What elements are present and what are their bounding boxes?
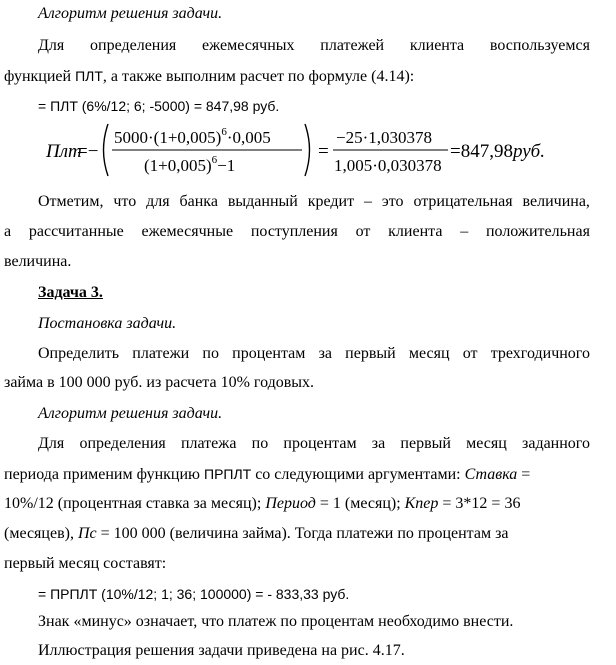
paragraph-line: первый месяц составят: xyxy=(4,555,167,572)
word: отрицательная xyxy=(413,193,513,210)
word: платежей xyxy=(320,37,385,54)
paragraph-line xyxy=(38,36,590,56)
formula-line: = ПЛТ (6%/12; 6; -5000) = 847,98 руб. xyxy=(38,98,280,114)
paragraph-line xyxy=(4,464,616,485)
word: Для xyxy=(38,435,65,452)
paragraph-line xyxy=(4,524,616,544)
paragraph-line: займа в 100 000 руб. из расчета 10% годовых. xyxy=(4,374,315,391)
word: величина, xyxy=(522,193,590,210)
equation xyxy=(0,118,616,182)
word: платежа xyxy=(180,435,237,452)
word: процентам xyxy=(283,435,357,452)
task-title: Задача 3. xyxy=(38,284,103,301)
frac1-numerator: $5000\cdot(1+0,005)^6\cdot 0,005$ xyxy=(114,126,271,147)
text-span: функцией xyxy=(4,68,76,85)
word: месяц xyxy=(408,345,450,362)
text-span: со следующими аргументами: xyxy=(251,466,465,483)
paragraph-line: Иллюстрация решения задачи приведена на рис. 4.17. xyxy=(38,642,405,659)
word: поступления xyxy=(250,223,338,240)
setup-heading: Постановка задачи. xyxy=(38,315,177,332)
word: платежи xyxy=(132,345,190,362)
algorithm-heading: Алгоритм решения задачи. xyxy=(38,5,223,22)
word: кредит xyxy=(307,193,355,210)
word: по xyxy=(251,435,269,452)
left-paren xyxy=(104,124,109,176)
text-span: (месяцев), xyxy=(4,525,78,542)
text-span: = 1 (месяц); xyxy=(315,495,405,512)
word: это xyxy=(381,193,404,210)
text-span: периода применим функцию xyxy=(4,466,204,483)
word: за xyxy=(318,345,332,362)
word: воспользуемся xyxy=(489,37,590,54)
word: Определить xyxy=(38,345,120,362)
algorithm-heading-2: Алгоритм решения задачи. xyxy=(38,405,223,422)
argument-name: Ставка xyxy=(464,466,518,483)
word: по xyxy=(202,345,219,362)
word: а xyxy=(4,223,12,240)
word: месяц xyxy=(466,435,507,452)
word: за xyxy=(371,435,386,452)
paragraph-line xyxy=(38,192,590,212)
paragraph-line xyxy=(4,66,616,87)
argument-name: Пс xyxy=(77,525,97,542)
word: Отметим, xyxy=(38,193,104,210)
paragraph-line xyxy=(4,222,590,242)
word: от xyxy=(462,345,478,362)
frac2-denominator: 1,005·0,030378 xyxy=(334,156,442,175)
function-name: ПРПЛТ xyxy=(204,466,252,482)
text-span: , а также выполним расчет по формуле (4.14): xyxy=(102,68,415,85)
text-span: = 100 000 (величина займа). Тогда платежи по процентам за xyxy=(96,525,509,542)
formula-line: = ПРПЛТ (10%/12; 1; 36; 100000) = - 833,33 руб. xyxy=(38,586,350,602)
argument-name: Кпер xyxy=(404,495,439,512)
function-name: ПЛТ xyxy=(75,68,103,84)
word: определения xyxy=(90,37,177,54)
text-span: = xyxy=(517,466,531,483)
equation-lhs: Плт xyxy=(46,141,82,162)
word: что xyxy=(113,193,137,210)
paragraph-line xyxy=(4,494,616,514)
word: клиента xyxy=(388,223,443,240)
equation-eq-sign: =− xyxy=(77,141,99,162)
frac2-numerator: −25·1,030378 xyxy=(336,128,432,147)
word: – xyxy=(460,223,469,240)
word: трехгодичного xyxy=(490,345,590,362)
word: заданного xyxy=(522,435,590,452)
equation-eq-sign-2: = xyxy=(318,141,329,162)
word: рассчитанные xyxy=(28,223,124,240)
paragraph-line: величина. xyxy=(4,253,72,270)
text-span: 10%/12 (процентная ставка за месяц); xyxy=(4,495,266,512)
text-span: = 3*12 = 36 xyxy=(438,495,521,512)
paragraph-line xyxy=(38,434,590,454)
word: ежемесячных xyxy=(202,37,295,54)
frac1-denominator: $(1+0,005)^6-1$ xyxy=(144,154,236,175)
word: выданный xyxy=(227,193,298,210)
word: определения xyxy=(79,435,166,452)
right-paren xyxy=(305,124,310,176)
word: первый xyxy=(400,435,451,452)
word: процентам xyxy=(232,345,306,362)
paragraph-line: Знак «минус» означает, что платеж по процентам необходимо внести. xyxy=(38,613,514,630)
word: для xyxy=(146,193,170,210)
word: положительная xyxy=(485,223,590,240)
word: банка xyxy=(179,193,218,210)
equation-result: =847,98руб. xyxy=(450,141,545,162)
word: клиента xyxy=(409,37,465,54)
word: от xyxy=(355,223,371,240)
word: – xyxy=(363,193,372,210)
word: Для xyxy=(38,37,65,54)
word: ежемесячные xyxy=(141,223,234,240)
word: первый xyxy=(345,345,396,362)
argument-name: Период xyxy=(265,495,316,512)
paragraph-line xyxy=(38,344,590,364)
